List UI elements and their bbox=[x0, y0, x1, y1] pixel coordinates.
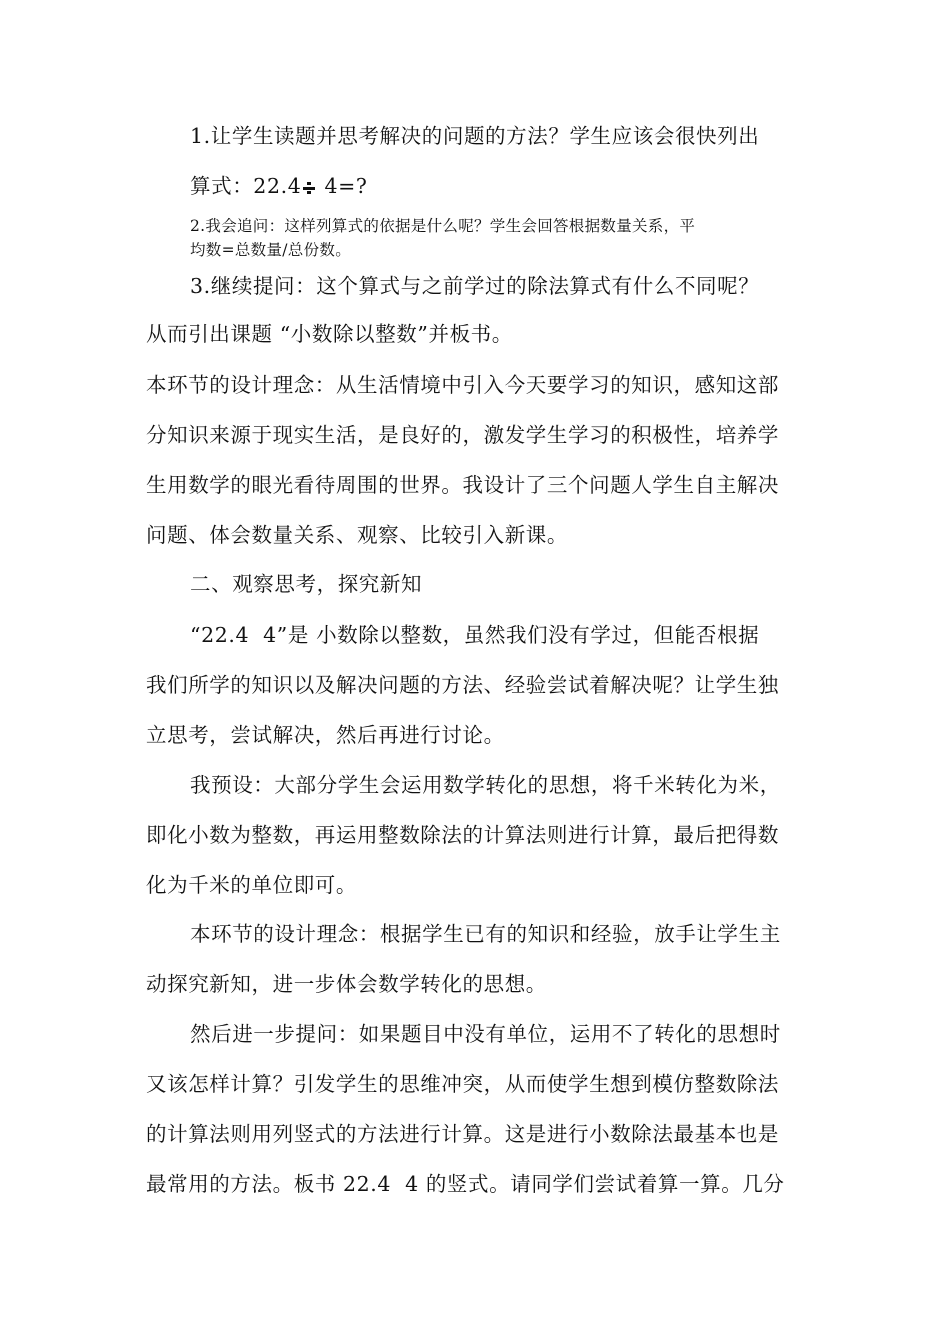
formula-text: 4=? bbox=[317, 174, 368, 198]
formula-text: 算式：22.4 bbox=[190, 174, 302, 198]
text-line: 我预设：大部分学生会运用数学转化的思想，将千米转化为米， bbox=[190, 773, 781, 797]
text-line: 从而引出课题 “小数除以整数”并板书。 bbox=[146, 322, 513, 346]
section-heading: 二、观察思考，探究新知 bbox=[190, 572, 423, 596]
text-line: 然后进一步提问：如果题目中没有单位，运用不了转化的思想时 bbox=[190, 1022, 781, 1046]
text-line bbox=[190, 625, 759, 646]
text-line: 化为千米的单位即可。 bbox=[146, 873, 357, 897]
text-line bbox=[146, 1174, 785, 1195]
text-line-formula bbox=[190, 176, 368, 197]
text-line: 3.继续提问：这个算式与之前学过的除法算式有什么不同呢？ bbox=[190, 274, 760, 298]
text-line: 均数=总数量/总份数。 bbox=[190, 241, 352, 259]
text-fragment: “22.4 bbox=[190, 623, 250, 647]
text-line: 分知识来源于现实生活，是良好的，激发学生学习的积极性，培养学 bbox=[146, 423, 779, 447]
text-line: 动探究新知，进一步体会数学转化的思想。 bbox=[146, 972, 547, 996]
text-line: 本环节的设计理念：从生活情境中引入今天要学习的知识，感知这部 bbox=[146, 373, 779, 397]
text-fragment: 4”是 小数除以整数，虽然我们没有学过，但能否根据 bbox=[263, 623, 760, 647]
text-line: 我们所学的知识以及解决问题的方法、经验尝试着解决呢？让学生独 bbox=[146, 673, 779, 697]
text-fragment: 4 的竖式。请同学们尝试着算一算。几分 bbox=[405, 1172, 785, 1196]
text-line: 的计算法则用列竖式的方法进行计算。这是进行小数除法最基本也是 bbox=[146, 1122, 779, 1146]
text-line: 本环节的设计理念：根据学生已有的知识和经验，放手让学生主 bbox=[190, 922, 781, 946]
text-line: 立思考，尝试解决，然后再进行讨论。 bbox=[146, 723, 505, 747]
text-line: 又该怎样计算？引发学生的思维冲突，从而使学生想到模仿整数除法 bbox=[146, 1072, 779, 1096]
division-sign-icon bbox=[302, 181, 316, 195]
text-line: 2.我会追问：这样列算式的依据是什么呢？学生会回答根据数量关系，平 bbox=[190, 217, 696, 235]
text-line: 问题、体会数量关系、观察、比较引入新课。 bbox=[146, 523, 568, 547]
text-line: 生用数学的眼光看待周围的世界。我设计了三个问题人学生自主解决 bbox=[146, 473, 779, 497]
text-fragment: 最常用的方法。板书 22.4 bbox=[146, 1172, 392, 1196]
text-line: 即化小数为整数，再运用整数除法的计算法则进行计算，最后把得数 bbox=[146, 823, 779, 847]
text-line: 1.让学生读题并思考解决的问题的方法？学生应该会很快列出 bbox=[190, 124, 760, 148]
